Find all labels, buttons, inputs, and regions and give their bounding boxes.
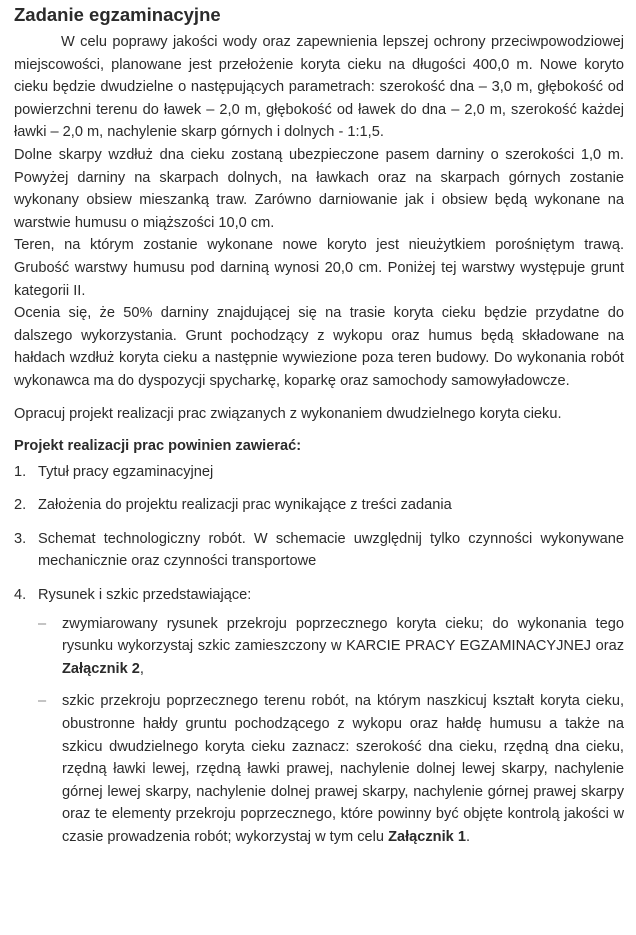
list-item bbox=[14, 494, 624, 517]
list-item-number: 1. bbox=[14, 463, 27, 480]
sub-list-item bbox=[38, 690, 624, 848]
paragraph-darnina: Dolne skarpy wzdłuż dna cieku zostaną ubezpieczone pasem darniny o szerokości 1,0 m. Powyżej darniny na skarpach dolnych, na ławkach oraz na skarpach górnych zostanie wykonany obsiew mieszanką traw. Zarówno darniowanie jak i obsiew będą wykonane na warstwie humusu o miąższości 10,0 cm. bbox=[14, 146, 624, 231]
sub-list-item bbox=[38, 613, 624, 681]
list-item-number: 3. bbox=[14, 530, 27, 547]
attachment-ref: Załącznik 2 bbox=[62, 660, 140, 677]
dash-bullet: – bbox=[38, 615, 47, 632]
task-line: Opracuj projekt realizacji prac związanych z wykonaniem dwudzielnego koryta cieku. bbox=[14, 405, 562, 422]
list-item bbox=[14, 584, 624, 849]
requirements-list bbox=[14, 461, 624, 849]
paragraph-intro: W celu poprawy jakości wody oraz zapewnienia lepszej ochrony przeciwpowodziowej miejscowości, planowane jest przełożenie koryta cieku na długości 400,0 m. Nowe koryto cieku będzie dwudzielne o następujących parametrach: szerokość dna – 3,0 m, głębokość od powierzchni terenu do ławek – 2,0 m, głębokość od ławek do dna – 2,0 m, szerokość każdej ławki – 2,0 m, nachylenie skarp górnych i dolnych - 1:1,5. bbox=[14, 34, 624, 141]
sub-list-item-text: szkic przekroju poprzecznego terenu robót, na którym naszkicuj kształt koryta cieku, obustronne hałdy gruntu pochodzącego z wykopu oraz hałdę humusu a także na szkicu dwudzielnego koryta cieku zaznacz: szerokość dna cieku, rzędną dna cieku, rzędną ławki lewej, rzędną ławki prawej, nachylenie dolnej lewej skarpy, nachylenie górnej lewej skarpy, nachylenie dolnej prawej skarpy, nachylenie górnej prawej skarpy oraz te elementy przekroju poprzecznego, które powinny być objęte kontrolą jakości w czasie prowadzenia robót; wykorzystaj w tym celu Załącznik 1. bbox=[62, 693, 624, 845]
list-item-number: 4. bbox=[14, 587, 27, 604]
sub-list-item-text: zwymiarowany rysunek przekroju poprzecznego koryta cieku; do wykonania tego rysunku wykorzystaj szkic zamieszczony w KARCIE PRACY EGZAMINACYJNEJ oraz Załącznik 2, bbox=[62, 615, 624, 677]
list-item-number: 2. bbox=[14, 497, 27, 514]
dash-bullet: – bbox=[38, 693, 47, 710]
list-item bbox=[14, 461, 624, 484]
list-item-text: Schemat technologiczny robót. W schemacie uwzględnij tylko czynności wykonywane mechanicznie oraz czynności transportowe bbox=[38, 530, 624, 570]
list-item-text: Założenia do projektu realizacji prac wynikające z treści zadania bbox=[38, 497, 452, 514]
sub-list bbox=[38, 613, 624, 849]
list-item-body bbox=[38, 584, 624, 849]
attachment-ref: Załącznik 1 bbox=[388, 829, 466, 845]
list-item-text: Rysunek i szkic przedstawiające: bbox=[38, 587, 252, 604]
list-item bbox=[14, 528, 624, 573]
list-heading: Projekt realizacji prac powinien zawierać: bbox=[14, 438, 302, 455]
paragraph-ocena: Ocenia się, że 50% darniny znajdującej się na trasie koryta cieku będzie przydatne do dalszego wykorzystania. Grunt pochodzący z wykopu oraz humus będą składowane na hałdach wzdłuż koryta cieku a następnie wywiezione poza teren budowy. Do wykonania robót wykonawca ma do dyspozycji spycharkę, koparkę oraz samochody samowyładowcze. bbox=[14, 305, 624, 389]
paragraph-teren: Teren, na którym zostanie wykonane nowe koryto jest nieużytkiem porośniętym trawą. Grubość warstwy humusu pod darniną wynosi 20,0 cm. Poniżej tej warstwy występuje grunt kategorii II. bbox=[14, 237, 624, 299]
list-item-text: Tytuł pracy egzaminacyjnej bbox=[38, 463, 214, 480]
document-title: Zadanie egzaminacyjne bbox=[14, 4, 221, 25]
